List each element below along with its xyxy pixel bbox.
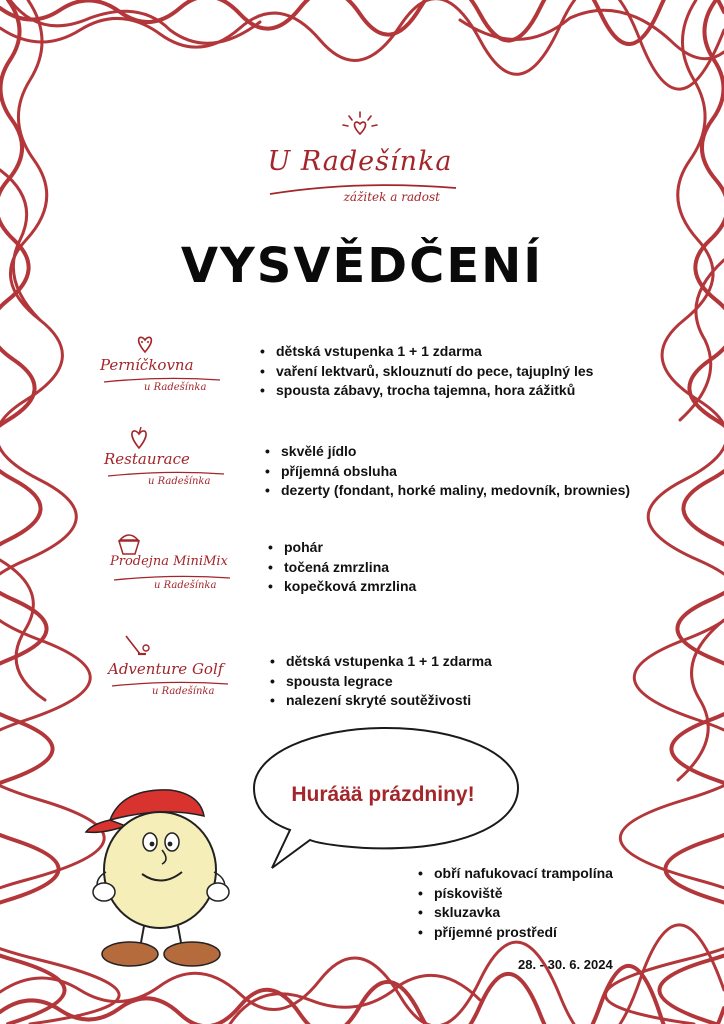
list-item: • dětská vstupenka 1 + 1 zdarma: [270, 652, 492, 672]
brand-logo-pernickovna: [100, 330, 240, 400]
list-item: • pohár: [268, 538, 416, 558]
brand-name: Perníčkovna: [100, 356, 194, 374]
brand-name: Restaurace: [104, 450, 190, 468]
list-item: • spousta legrace: [270, 672, 492, 692]
list-item: • příjemná obsluha: [265, 462, 630, 482]
section-pernickovna: [100, 330, 700, 410]
brand-sub: u Radešínka: [152, 686, 215, 697]
sun-heart-icon: [340, 110, 380, 146]
section-restaurace: [100, 424, 700, 504]
bullet-list: [260, 342, 593, 401]
brand-sub: u Radešínka: [154, 580, 217, 591]
bullet-list: [265, 442, 630, 501]
list-item: • kopečková zmrzlina: [268, 577, 416, 597]
bullet-list: [268, 538, 416, 597]
section-prodejna-minimix: [100, 528, 700, 608]
list-item: • nalezení skryté soutěživosti: [270, 691, 492, 711]
extra-bullet-list: [418, 864, 613, 942]
brand-sub: u Radešínka: [144, 382, 207, 393]
golf-club-icon: [122, 634, 152, 662]
brand-name: Prodejna MiniMix: [110, 554, 228, 569]
main-logo: [250, 110, 470, 210]
brand-name: Adventure Golf: [108, 660, 224, 678]
cartoon-mascot: [82, 780, 242, 970]
page-title: VYSVĚDČENÍ: [180, 238, 544, 294]
list-item: • točená zmrzlina: [268, 558, 416, 578]
list-item: • spousta zábavy, trocha tajemna, hora zážitků: [260, 381, 593, 401]
bullet-list: [270, 652, 492, 711]
logo-tagline: zážitek a radost: [343, 190, 440, 204]
list-item: • skvělé jídlo: [265, 442, 630, 462]
apple-heart-icon: [124, 424, 154, 452]
event-date: 28. - 30. 6. 2024: [518, 957, 613, 972]
list-item: • skluzavka: [418, 903, 613, 923]
list-item: • dezerty (fondant, horké maliny, medovník, brownies): [265, 481, 630, 501]
speech-text: Huráää prázdniny!: [291, 783, 475, 806]
list-item: • vaření lektvarů, sklouznutí do pece, tajuplný les: [260, 362, 593, 382]
list-item: • příjemné prostředí: [418, 923, 613, 943]
brand-logo-adventure-golf: [108, 634, 248, 704]
list-item: • obří nafukovací trampolína: [418, 864, 613, 884]
section-adventure-golf: [100, 634, 700, 714]
list-item: • dětská vstupenka 1 + 1 zdarma: [260, 342, 593, 362]
brand-logo-restaurace: [104, 424, 244, 494]
logo-name: U Radešínka: [267, 146, 453, 177]
list-item: • pískoviště: [418, 884, 613, 904]
brand-logo-minimix: [110, 528, 250, 598]
brand-sub: u Radešínka: [148, 476, 211, 487]
